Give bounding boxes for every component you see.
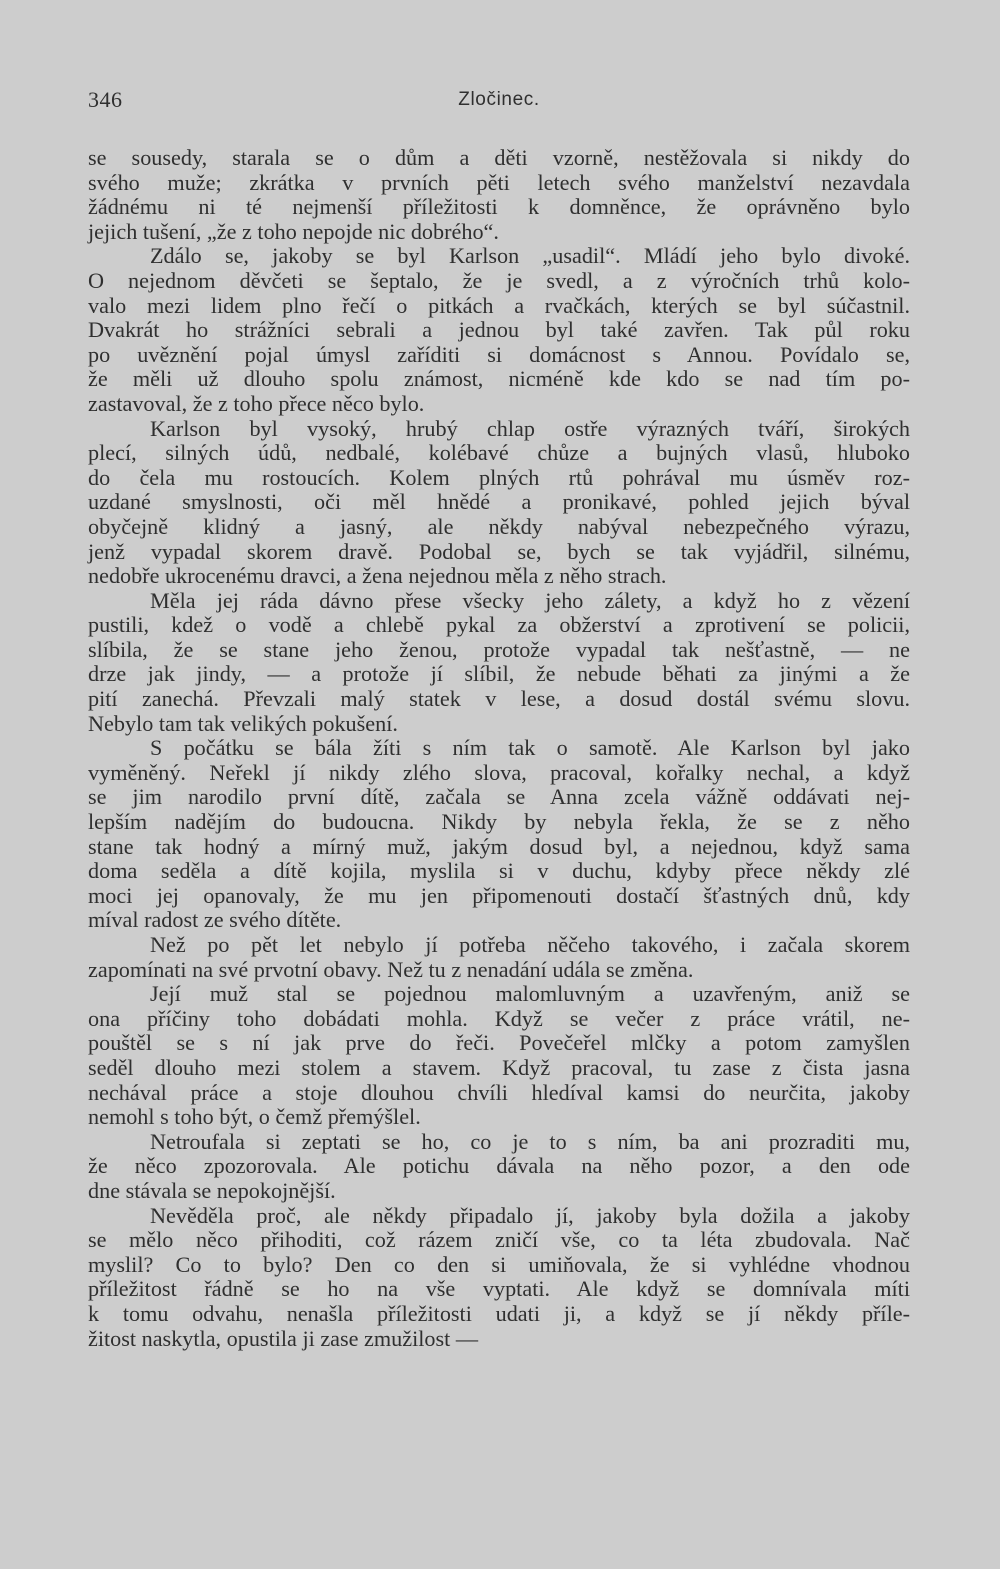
text-line: Karlson byl vysoký, hrubý chlap ostře výrazných tváří, širokých: [150, 415, 910, 441]
text-line: drze jak jindy, — a protože jí slíbil, že nebude běhati za jinými a že: [88, 661, 910, 687]
text-line: nemohl s toho být, o čemž přemýšlel.: [88, 1104, 421, 1130]
text-line: plecí, silných údů, nedbalé, kolébavé chůze a bujných vlasů, hluboko: [88, 440, 910, 466]
text-line: pouštěl se s ní jak prve do řeči. Povečeřel mlčky a potom zamyšlen: [88, 1030, 910, 1056]
text-line: slíbila, že se stane jeho ženou, protože vypadal tak nešťastně, — ne: [88, 636, 910, 662]
text-line: nechával práce a stoje dlouhou chvíli hledíval kamsi do neurčita, jakoby: [88, 1079, 910, 1105]
text-line: stane tak hodný a mírný muž, jakým dosud byl, a nejednou, když sama: [88, 833, 910, 859]
text-line: O nejednom děvčeti se šeptalo, že je svedl, a z výročních trhů kolo-: [88, 267, 910, 293]
text-line: příležitost řádně se ho na vše vyptati. Ale když se domnívala míti: [88, 1276, 910, 1302]
running-title: Zločinec.: [458, 89, 540, 110]
text-line: zastavoval, že z toho přece něco bylo.: [88, 390, 425, 416]
page-number: 346: [88, 87, 123, 112]
text-line: se sousedy, starala se o dům a děti vzorně, nestěžovala si nikdy do: [88, 145, 910, 170]
text-line: doma seděla a dítě kojila, myslila si v duchu, kdyby přece někdy zlé: [88, 858, 910, 884]
text-line: vyměněný. Neřekl jí nikdy zlého slova, pracoval, kořalky nechal, a když: [88, 759, 910, 785]
text-line: do čela mu rostoucích. Kolem plných rtů pohrával mu úsměv roz-: [88, 464, 910, 490]
text-line: Její muž stal se pojednou malomluvným a uzavřeným, aniž se: [150, 981, 910, 1007]
text-line: že něco zpozorovala. Ale potichu dávala na něho pozor, a den ode: [88, 1153, 910, 1179]
page-header: [88, 85, 910, 119]
text-line: Měla jej ráda dávno přese všecky jeho zálety, a když ho z vězení: [150, 587, 910, 613]
text-line: k tomu odvahu, nenašla příležitosti udati ji, a když se jí někdy příle-: [88, 1300, 910, 1326]
text-line: Zdálo se, jakoby se byl Karlson „usadil“. Mládí jeho bylo divoké.: [150, 243, 910, 269]
text-line: lepším nadějím do budoucna. Nikdy by nebyla řekla, že se z něho: [88, 809, 910, 835]
text-line: seděl dlouho mezi stolem a stavem. Když pracoval, tu zase z čista jasna: [88, 1054, 910, 1080]
text-line: moci jej opanovaly, že mu jen připomenouti dostačí šťastných dnů, kdy: [88, 882, 910, 908]
text-line: myslil? Co to bylo? Den co den si umiňovala, že si vyhlédne vhodnou: [88, 1251, 910, 1277]
text-line: jenž vypadal skorem dravě. Podobal se, bych se tak vyjádřil, silnému,: [88, 538, 910, 564]
text-line: S počátku se bála žíti s ním tak o samotě. Ale Karlson byl jako: [150, 735, 910, 761]
text-line: uzdané smyslnosti, oči měl hnědé a pronikavé, pohled jejich býval: [88, 489, 910, 515]
text-line: se mělo něco přihoditi, což rázem zničí vše, co ta léta zbudovala. Nač: [88, 1227, 910, 1253]
text-line: Netroufala si zeptati se ho, co je to s ním, ba ani prozraditi mu,: [150, 1128, 910, 1154]
text-line: se jim narodilo první dítě, začala se Anna zcela vážně oddávati nej-: [88, 784, 910, 810]
text-line: svého muže; zkrátka v prvních pěti letech svého manželství nezavdala: [88, 169, 910, 195]
text-line: jejich tušení, „že z toho nepojde nic dobrého“.: [88, 218, 499, 244]
text-line: obyčejně klidný a jasný, ale někdy nabýval nebezpečného výrazu,: [88, 513, 910, 539]
text-line: pití zanechá. Převzali malý statek v lese, a dosud dostál svému slovu.: [88, 686, 910, 712]
text-line: pustili, kdež o vodě a chlebě pykal za obžerství a zprotivení se policii,: [88, 612, 910, 638]
text-line: ona příčiny toho dobádati mohla. Když se večer z práce vrátil, ne-: [88, 1005, 910, 1031]
text-line: nedobře ukrocenému dravci, a žena nejednou měla z něho strach.: [88, 563, 667, 589]
text-line: že měli už dlouho spolu známost, nicméně kde kdo se nad tím po-: [88, 366, 910, 392]
text-line: po uvěznění pojal úmysl zaříditi si domácnost s Annou. Povídalo se,: [88, 341, 910, 367]
text-line: Nebylo tam tak velikých pokušení.: [88, 710, 398, 736]
text-line: valo mezi lidem plno řečí o pitkách a rvačkách, kterých se byl súčastnil.: [88, 292, 910, 318]
text-line: žitost naskytla, opustila ji zase zmužilost —: [88, 1325, 479, 1351]
text-line: zapomínati na své prvotní obavy. Než tu z nenadání udála se změna.: [88, 956, 694, 982]
text-line: Nevěděla proč, ale někdy připadalo jí, jakoby byla dožila a jakoby: [150, 1202, 910, 1228]
text-line: žádnému ni té nejmenší příležitosti k domněnce, že oprávněno bylo: [88, 194, 910, 220]
text-line: Než po pět let nebylo jí potřeba něčeho takového, i začala skorem: [150, 932, 910, 957]
text-line: Dvakrát ho strážníci sebrali a jednou byl také zavřen. Tak půl roku: [88, 317, 910, 343]
text-line: dne stávala se nepokojnější.: [88, 1177, 336, 1203]
body-text: [88, 146, 910, 1351]
text-line: míval radost ze svého dítěte.: [88, 907, 342, 933]
